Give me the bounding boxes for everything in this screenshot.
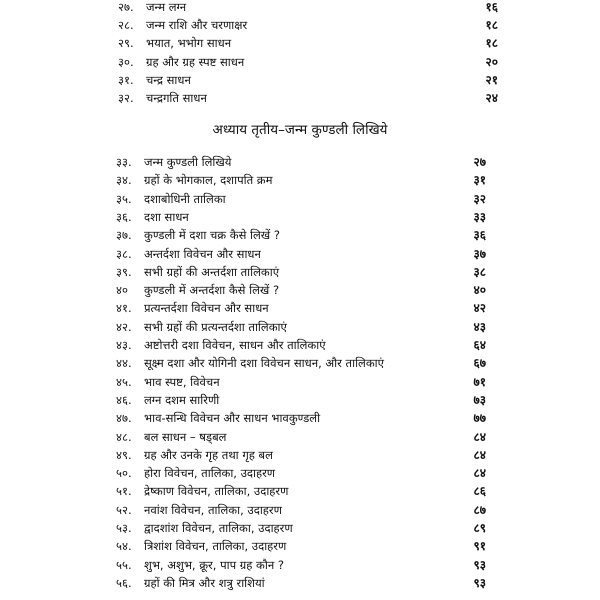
entry-title: चन्द्रगति साधन [146,91,207,105]
entry-title: अष्टोत्तरी दशा विवेचन, साधन और तालिकाएं [144,338,326,352]
entry-number: ४६. [116,392,132,407]
entry-page-number: ६४ [473,338,486,352]
entry-page-number: १६ [485,0,498,14]
entry-page-number: १८ [485,36,498,51]
entry-title: दशाबोधिनी तालिका [144,191,226,206]
entry-page-number: ८४ [473,447,486,462]
toc-entry [116,281,486,299]
entry-number: ३८. [116,246,132,261]
toc-entry [118,16,498,34]
toc-entry [118,71,498,89]
entry-page-number: ९३ [473,575,486,590]
entry-title: अन्तर्दशा विवेचन और साधन [144,246,261,261]
toc-entry [116,556,486,574]
entry-title: सूक्ष्म दशा और योगिनी दशा विवेचन साधन, और तालिकाएं [144,356,385,371]
entry-number: ४५. [116,374,132,389]
entry-title: ग्रह और ग्रह स्पष्ट साधन [146,54,245,69]
toc-entry [116,501,486,519]
toc-entry [118,34,498,52]
entry-number: ३०. [118,54,134,69]
entry-number: ५२. [116,502,132,517]
entry-title: जन्म राशि और चरणाक्षर [146,18,248,33]
entry-title: दशा साधन [144,209,189,224]
entry-page-number: ७३ [473,392,486,407]
entry-title: नवांश विवेचन, तालिका, उदाहरण [144,502,282,517]
toc-entry [116,263,486,281]
toc-entry [116,446,486,464]
entry-title: सभी ग्रहों की अन्तर्दशा तालिकाएं [144,264,280,279]
entry-page-number: ७१ [473,374,486,389]
entry-number: ५३. [116,521,132,535]
entry-title: लग्न दशम सारिणी [144,392,220,407]
entry-number: ४८. [116,429,132,444]
toc-entry [116,409,486,427]
entry-title: कुण्डली में अन्तर्दशा कैसे लिखें ? [144,283,280,298]
entry-page-number: ४० [473,283,486,298]
entry-page-number: २१ [485,72,498,87]
entry-title: बल साधन – षड्बल [144,429,227,444]
entry-page-number: ३६ [473,228,486,243]
entry-page-number: ६७ [473,356,486,371]
entry-number: ३९. [116,264,132,279]
entry-title: होरा विवेचन, तालिका, उदाहरण [144,466,276,481]
entry-number: २८. [118,18,134,33]
entry-title: कुण्डली में दशा चक्र कैसे लिखें ? [144,228,280,243]
entry-page-number: ९३ [473,557,486,572]
entry-title: शुभ, अशुभ, क्रूर, पाप ग्रह कौन ? [144,557,284,572]
entry-number: ३३. [116,155,132,169]
toc-entry [116,190,486,208]
toc-entry [116,226,486,244]
entry-number: ५०. [116,466,132,481]
entry-number: ५४. [116,539,132,554]
entry-number: २९. [118,36,134,51]
toc-entry [116,428,486,446]
entry-title: त्रिशांश विवेचन, तालिका, उदाहरण [144,539,287,554]
entry-title: भाव स्पष्ट, विवेचन [144,374,220,389]
entry-page-number: ८४ [473,466,486,481]
entry-number: ३४. [116,173,132,188]
entry-number: ४० [116,283,128,298]
entry-page-number: ३२ [473,191,486,206]
toc-entry [116,464,486,482]
entry-page-number: ४३ [473,319,486,334]
toc-entry [116,574,486,592]
toc-entry [116,354,486,372]
toc-entry [116,336,486,354]
entry-number: ३१. [118,72,134,87]
entry-page-number: ८७ [473,502,486,517]
entry-page-number: ७७ [473,411,486,426]
entry-title: ग्रह और उनके गृह तथा गृह बल [144,447,273,462]
entry-page-number: ३८ [473,264,486,279]
toc-entry [116,245,486,263]
entry-number: २७. [118,0,134,14]
entry-title: प्रत्यन्तर्दशा विवेचन और साधन [144,301,269,316]
toc-entry [118,53,498,71]
toc-entry [116,391,486,409]
entry-page-number: २० [485,54,498,69]
entry-number: ४९. [116,447,132,462]
entry-title: द्रेष्काण विवेचन, तालिका, उदाहरण [144,484,289,499]
entry-page-number: ८९ [473,521,486,535]
entry-title: ग्रहों की मित्र और शत्रु राशियां [144,575,265,590]
toc-entry [116,208,486,226]
entry-page-number: २४ [485,91,498,105]
entry-number: ५५. [116,557,132,572]
entry-number: ५१. [116,484,132,499]
entry-page-number: ४२ [473,301,486,316]
entry-title: भयात, भभोग साधन [146,36,232,51]
entry-page-number: ३७ [473,246,486,261]
entry-page-number: ८६ [473,484,486,499]
toc-entry [118,0,498,16]
entry-number: ४३. [116,338,132,352]
toc-entry [116,171,486,189]
entry-title: भाव-सन्धि विवेचन और साधन भावकुण्डली [144,411,321,426]
toc-entry [116,299,486,317]
entry-title: जन्म लग्न [146,0,187,14]
entry-number: ३२. [118,91,134,105]
entry-title: चन्द्र साधन [146,72,191,87]
toc-entry [118,89,498,107]
entry-number: ४४. [116,356,132,371]
entry-page-number: ३३ [473,209,486,224]
toc-entry [116,318,486,336]
entry-page-number: ९१ [473,539,486,554]
entry-title: ग्रहों के भोगकाल, दशापति क्रम [144,173,273,188]
entry-page-number: ३१ [473,173,486,188]
entry-page-number: ८४ [473,429,486,444]
entry-number: ४२. [116,319,132,334]
entry-page-number: १८ [485,18,498,33]
entry-number: ३५. [116,191,132,206]
entry-number: ३६. [116,209,132,224]
chapter-heading: अध्याय तृतीय–जन्म कुण्डली लिखिये [212,122,388,138]
entry-title: सभी ग्रहों की प्रत्यन्तर्दशा तालिकाएं [144,319,287,334]
entry-number: ५६. [116,575,132,590]
entry-title: जन्म कुण्डली लिखिये [144,155,232,169]
entry-number: ३७. [116,228,132,243]
toc-entry [116,519,486,537]
entry-number: ४१. [116,301,132,316]
entry-title: द्वादशांश विवेचन, तालिका, उदाहरण [144,521,293,535]
entry-page-number: २७ [473,155,486,169]
toc-entry [116,373,486,391]
entry-number: ४७. [116,411,132,426]
toc-entry [116,537,486,555]
toc-entry [116,482,486,500]
toc-entry [116,153,486,171]
